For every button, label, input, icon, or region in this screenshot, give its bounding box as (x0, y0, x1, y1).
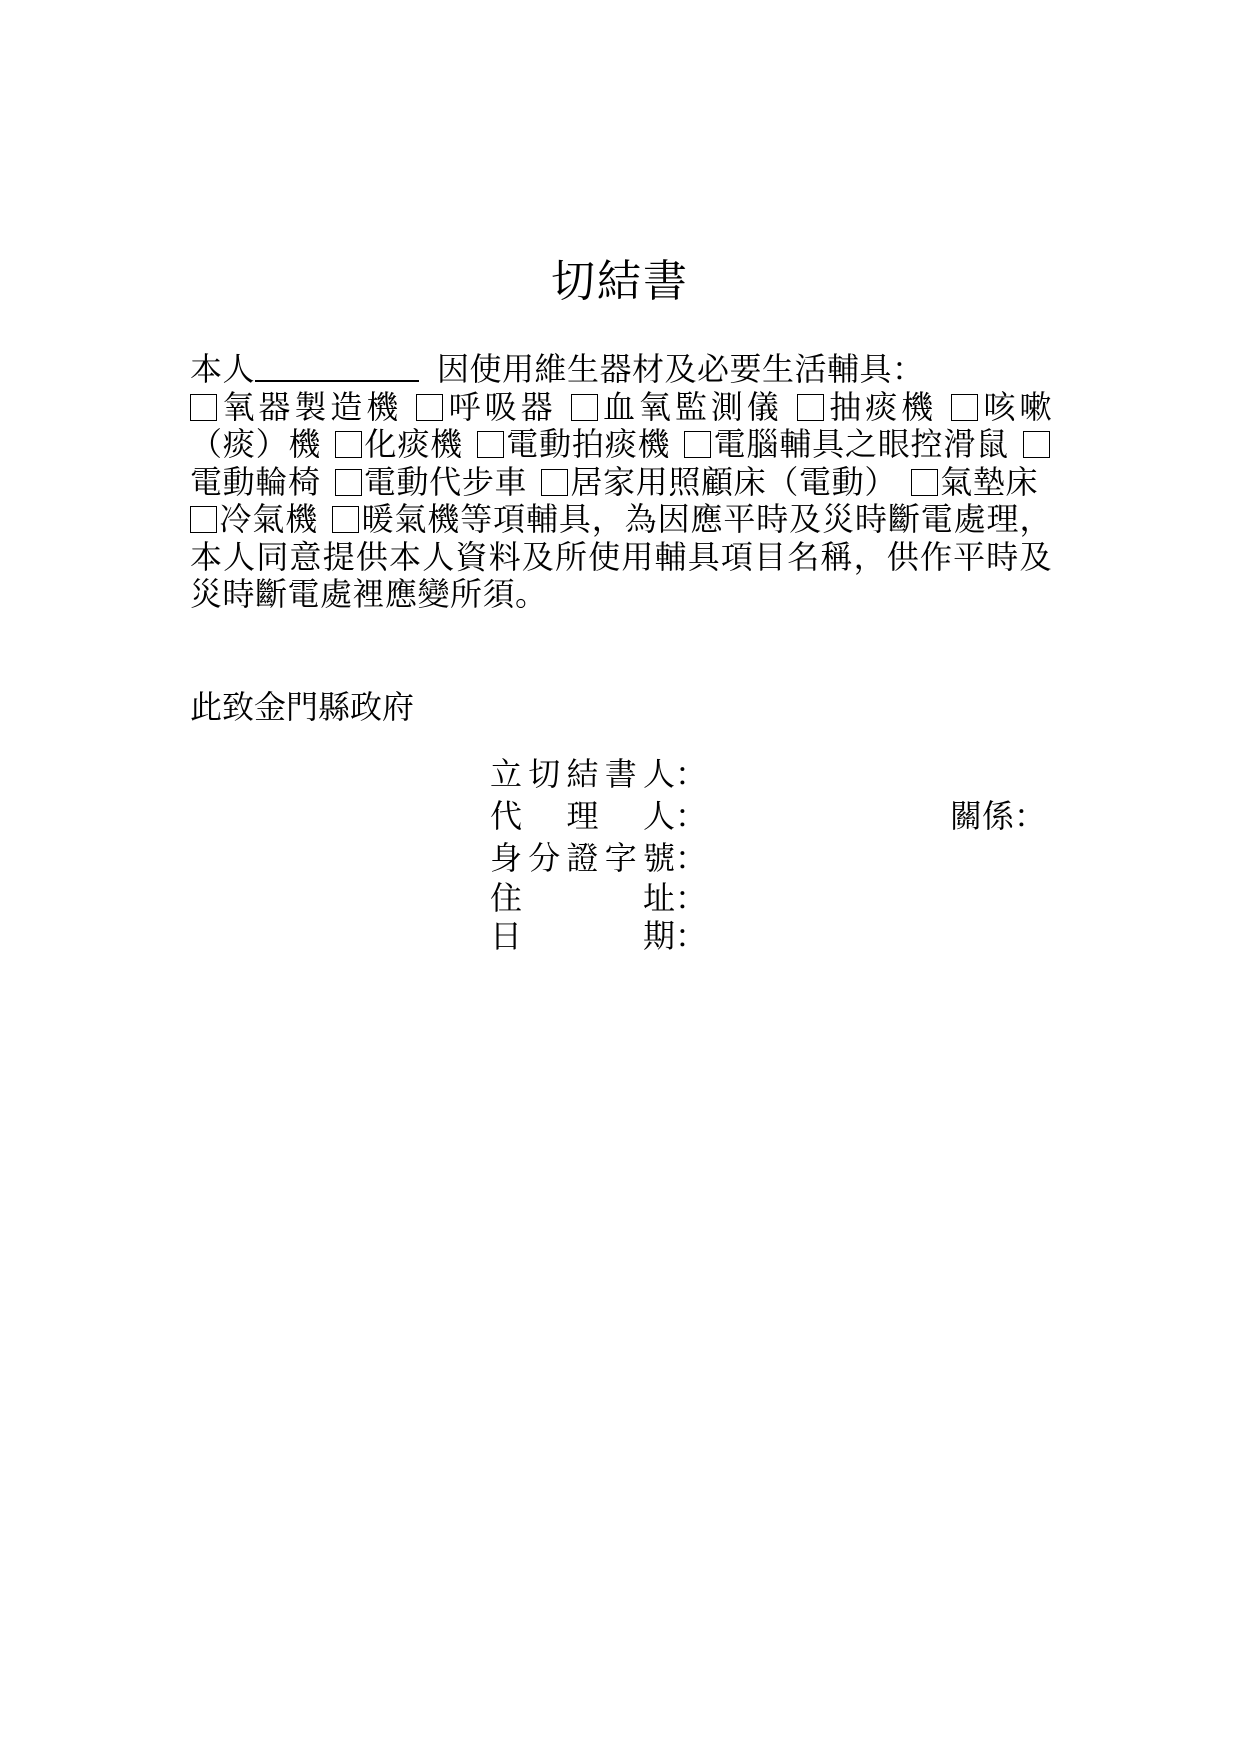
agent-row (490, 798, 707, 834)
device-item-oxygen-concentrator: 氧器製造機 (190, 388, 402, 426)
checkbox[interactable] (911, 469, 938, 496)
device-item-home-care-bed: 居家用照顧床（電動） (541, 463, 897, 501)
checkbox[interactable] (951, 394, 978, 421)
device-item-eye-control-mouse: 電腦輔具之眼控滑鼠 (684, 425, 1009, 463)
device-item-power-wheelchair: 電動輪椅 (190, 425, 1052, 501)
name-blank-line[interactable] (255, 350, 419, 382)
id-number-label: 身分證字號 (490, 839, 675, 877)
relation-label: 關係： (950, 797, 1047, 835)
id-number-row (490, 840, 707, 876)
id-number-colon: ： (675, 839, 708, 877)
device-item-percussor: 電動拍痰機 (477, 425, 670, 463)
address-colon: ： (675, 879, 708, 917)
signer-label: 立切結書人 (490, 755, 675, 793)
checkbox[interactable] (190, 394, 217, 421)
intro-prefix: 本人 (190, 350, 256, 388)
device-item-cough-assist: 咳嗽（痰）機 (190, 387, 1052, 463)
checkbox[interactable] (797, 394, 824, 421)
intro-suffix: 因使用維生器材及必要生活輔具： (437, 350, 925, 388)
checkbox[interactable] (190, 506, 217, 533)
agent-label: 代理人 (490, 797, 675, 835)
device-item-suction-machine: 抽痰機 (797, 388, 937, 426)
device-item-nebulizer: 化痰機 (335, 425, 463, 463)
device-item-air-mattress: 氣墊床 (911, 463, 1038, 501)
checkbox[interactable] (416, 394, 443, 421)
addressee: 此致金門縣政府 (190, 688, 415, 726)
declaration-paragraph (190, 350, 1052, 614)
checkbox[interactable] (477, 431, 504, 458)
address-label: 住址 (490, 879, 675, 917)
checkbox[interactable] (332, 506, 359, 533)
signer-colon: ： (675, 755, 708, 793)
device-item-heater: 暖氣機 (332, 500, 460, 538)
device-item-air-conditioner: 冷氣機 (190, 500, 318, 538)
device-item-respirator: 呼吸器 (416, 388, 556, 426)
checkbox[interactable] (335, 431, 362, 458)
device-item-oximeter: 血氧監測儀 (571, 388, 783, 426)
checkbox[interactable] (541, 469, 568, 496)
document-title: 切結書 (551, 256, 689, 307)
checkbox[interactable] (684, 431, 711, 458)
checkbox[interactable] (1023, 431, 1050, 458)
address-row (490, 880, 707, 916)
date-colon: ： (675, 917, 708, 955)
closing-text: 等項輔具，為因應平時及災時斷電處理，本人同意提供本人資料及所使用輔具項目名稱，供作平時及災時斷電處裡應變所須。 (190, 500, 1052, 613)
date-label: 日期 (490, 917, 675, 955)
checkbox[interactable] (571, 394, 598, 421)
date-row (490, 918, 707, 954)
checkbox[interactable] (335, 469, 362, 496)
signer-row (490, 756, 707, 792)
agent-colon: ： (675, 797, 708, 835)
device-item-mobility-scooter: 電動代步車 (335, 463, 528, 501)
